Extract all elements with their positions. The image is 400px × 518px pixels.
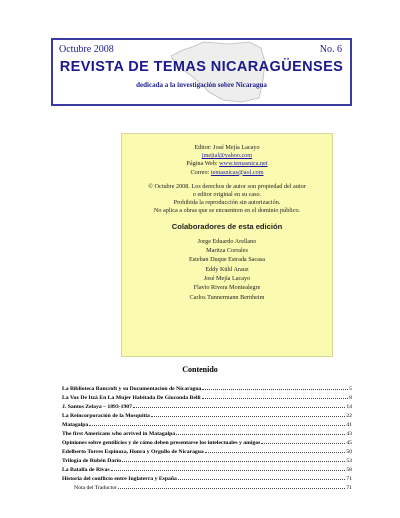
toc-entry[interactable]: Historia del conflicto entre Inglaterra y España 71: [62, 476, 352, 482]
mail-label: Correo:: [190, 168, 211, 176]
contributors-list: [122, 237, 332, 302]
editor-email-link[interactable]: jmejial@yahoo.com: [201, 152, 253, 160]
web-label: Página Web:: [186, 160, 220, 168]
editor-line: Editor: José Mejía Lacayo: [194, 144, 260, 151]
contributor: José Mejía Lacayo: [203, 275, 251, 283]
issue-number: No. 6: [319, 44, 342, 55]
toc-entry[interactable]: Opiniones sobre gentilicios y de cómo deben presentarse los intelectuales y amigos 45: [62, 440, 352, 446]
toc-entry[interactable]: J. Santos Zelaya – 1893-1907 14: [62, 404, 352, 410]
mail-link[interactable]: temasnicas@aol.com: [210, 168, 264, 176]
editorial-box: [121, 133, 333, 357]
issue-date: Octubre 2008: [59, 44, 114, 55]
copyright-line-3: Prohibida la reproducción sin autorización.: [173, 199, 281, 207]
contributor: Esteban Duque Estrada Sacasa: [188, 256, 266, 264]
toc-entry[interactable]: La Biblioteca Bancroft y su Documentacion de Nicaragua 5: [62, 386, 352, 392]
toc-entry[interactable]: The first Americans who arrived in Matagalpa 43: [62, 431, 352, 437]
contributor: Carlos Tunnermann Bernheim: [189, 293, 265, 301]
contributor: Jorge Eduardo Arellano: [197, 237, 257, 245]
contributors-heading: Colaboradores de esta edición: [171, 221, 283, 231]
copyright-line-2: o editor original en su caso.: [192, 191, 262, 199]
contents-heading: Contenido: [182, 365, 218, 374]
website-link[interactable]: www.temasnica.net: [219, 160, 268, 168]
magazine-title: REVISTA DE TEMAS NICARAGÜENSES: [59, 59, 344, 75]
toc-entry[interactable]: La Voz De Itzá En La Mujer Habitada De Gioconda Belli 8: [62, 395, 352, 401]
copyright-line-1: © Octubre 2008. Los derechos de autor son propiedad del autor: [148, 182, 306, 190]
contributor: Eddy Kühl Arauz: [205, 265, 249, 273]
table-of-contents: [62, 385, 352, 493]
contributor: Maritza Corrales: [206, 247, 248, 255]
toc-entry[interactable]: La Reincorporación de la Mosquitia 22: [62, 413, 352, 419]
contributor: Flavio Rivera Montealegre: [193, 284, 261, 292]
toc-subentry[interactable]: Nota del Traductor 71: [74, 485, 352, 491]
copyright-line-4: No aplica a obras que se encuentren en el dominio público.: [153, 207, 301, 215]
toc-entry[interactable]: Matagalpa 41: [62, 422, 352, 428]
toc-entry[interactable]: La Batalla de Rivas 58: [62, 467, 352, 473]
toc-entry[interactable]: Trilogía de Rubén Darío 53: [62, 458, 352, 464]
toc-entry[interactable]: Edelberto Torres Espinoza, Honra y Orgullo de Nicaragua 50: [62, 449, 352, 455]
magazine-subtitle: dedicada a la investigación sobre Nicaragua: [136, 81, 267, 89]
masthead: [51, 38, 352, 106]
